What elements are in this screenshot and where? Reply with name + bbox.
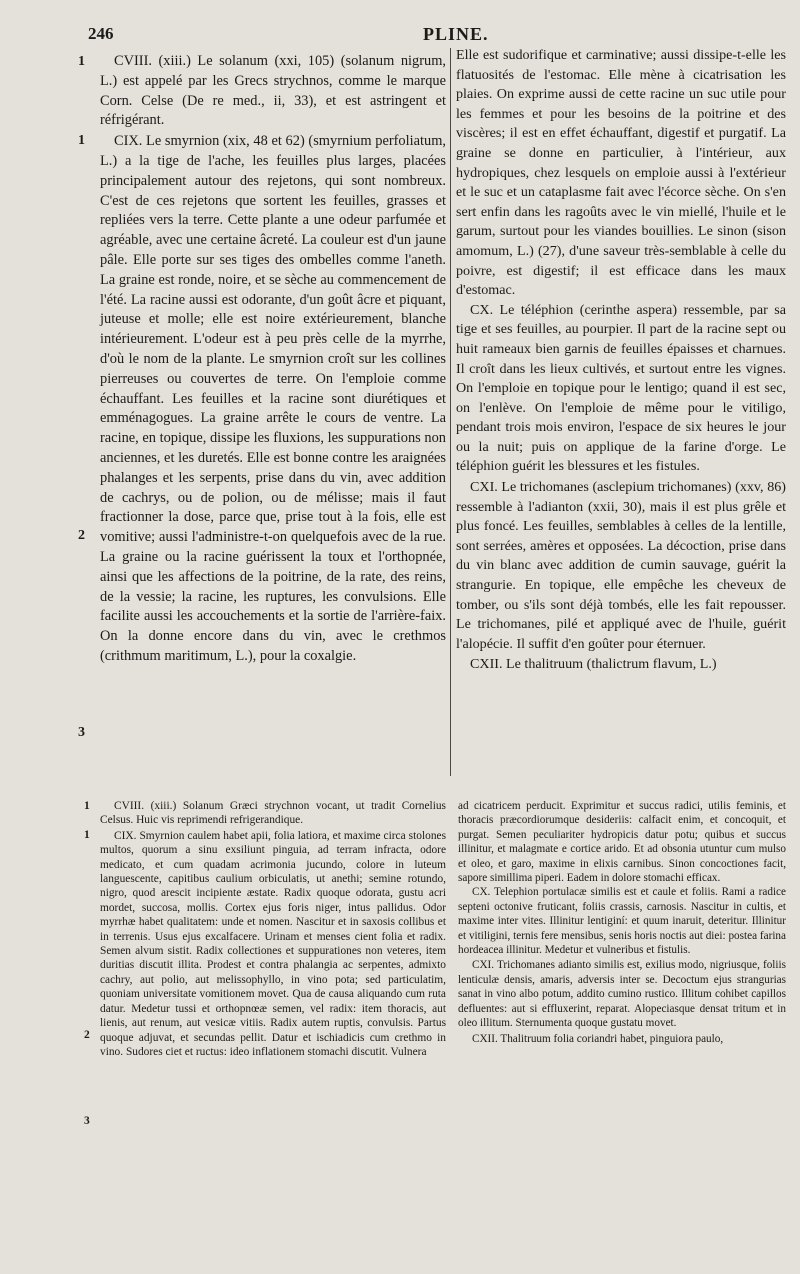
paragraph-cxi-fr: CXI. Le trichomanes (asclepium trichomanes) (xxv, 86) ressemble à l'adianton (xxii, 30), mais il est plus grêle et plus foncé. Les feuilles, semblables à celles de la lentille, sont serrées, amères et opposées. La décoction, prise dans du vin blanc avec addition de cumin sauvage, guérit la strangurie. En topique, elle empêche les cheveux de tomber, ou s'ils sont déjà tombés, elle les fait repousser. Le trichomanes, pilé et appliqué avec de l'huile, guérit l'alopécie. Il suffit d'en goûter pour éternuer. — [456, 479, 786, 652]
latin-left-column — [100, 799, 446, 1059]
margin-number: 1 — [78, 54, 85, 69]
french-left-column — [100, 52, 446, 667]
margin-number: 2 — [78, 528, 85, 543]
running-head — [0, 24, 800, 48]
margin-number: 1 — [78, 133, 85, 148]
paragraph-cx-lat: CX. Telephion portulacæ similis est et caule et foliis. Rami a radice septeni octonive fruticant, foliis crassis, carnosis. Nascitur in cultis, et maxime inter vites. Illinitur lentiginí: et quum inaruit, deteritur. Illinitur et vitiligini, ternis fere mensibus, senis horis noctis aut diei: postea farina hordeacea illinitur. Medetur et vulneribus et fistulis. — [458, 886, 786, 957]
paragraph-cix-lat: CIX. Smyrnion caulem habet apii, folia latiora, et maxime circa stolones multos, quorum a sinu exsiliunt pinguia, ad terram infracta, odore medicato, et cum quadam acrimonia jucundo, colore in luteum languescente, capitibus caulium orbiculatis, ut anethi; semine rotundo, nigro, quod arescit incipiente æstate. Radix quoque odorata, gustu acri mordet, succosa, mollis. Cortex ejus foris niger, intus pallidus. Odor myrrhæ habet qualitatem: unde et nomen. Nascitur et in saxosis collibus et in terrenis. Usus ejus excalfacere. Urinam et menses cient folia et radix. Semen alvum sistit. Radix collectiones et suppurationes non veteres, item duritias discutit illita. Prodest et contra phalangia ac serpentes, admixto cachry, aut polio, aut melissophyllo, in vino pota; sed particulatim, quoniam universitate vomitionem movet. Qua de causa aliquando cum ruta datur. Medetur tussi et orthopnœæ semen, vel radix: item thoracis, aut lienis, aut renum, aut vesicæ vitiis. Radix autem ruptis, convulsis. Partus quoque adjuvat, et secundas pellit. Datur et ischiadicis cum crethmo in vino. Sudores ciet et ructus: ideo inflationem stomachi discutit. Vulnera — [100, 829, 446, 1058]
paragraph-cxii-fr: CXII. Le thalitruum (thalictrum flavum, L.) — [470, 656, 717, 673]
latin-right-column — [458, 799, 786, 1046]
running-title: PLINE. — [423, 24, 489, 44]
paragraph-cxi-lat: CXI. Trichomanes adianto similis est, exilius modo, nigriusque, foliis lenticulæ densis, amaris, adversis inter se. Decoctum ejus strangurias sanat in vino albo potum, addito cumino rustico. Illitum cohibet capillos defluentes: aut si effluxerint, reparat. Alopeciasque densat tritum et in oleo illitum. Sternumenta quoque gustatu movet. — [458, 959, 786, 1030]
paragraph-cix-fr: CIX. Le smyrnion (xix, 48 et 62) (smyrnium perfoliatum, L.) a la tige de l'ache, les feuilles plus larges, placées principalement autour des rejetons, qui sont nombreux. C'est de ces rejetons que sortent les feuilles, grasses et repliées vers la terre. Cette plante a une odeur parfumée et agréable, avec une certaine âcreté. La couleur est d'un jaune pâle. Elle porte sur ses tiges des ombelles comme l'aneth. La graine est ronde, noire, et se sèche au commencement de l'été. La racine aussi est odorante, d'un goût âcre et piquant, juteuse et molle; elle est noire extérieurement, blanche intérieurement. L'odeur est à peu près celle de la myrrhe, d'où le nom de la plante. Le smyrnion croît sur les collines pierreuses ou couvertes de terre. On l'emploie comme échauffant. Les feuilles et la racine sont diurétiques et emménagogues. La graine arrête le cours de ventre. La racine, en topique, dissipe les fluxions, les suppurations non anciennes, et les duretés. Elle est bonne contre les araignées phalanges et les serpents, prise dans du vin, avec addition de cachrys, ou de polion, ou de mélisse; mais il faut fractionner la dose, parce que, prise tout à la fois, elle est vomitive; aussi l'administre-t-on quelquefois avec de la rue. La graine ou la racine guérissent la toux et l'orthopnée, ainsi que les affections de la poitrine, de la rate, des reins, de la vessie; la racine, les ruptures, les convulsions. Elle facilite aussi les accouchements et la sortie de l'arrière-faix. On la donne encore dans du vin, avec le crethmos (crithmum maritimum, L.), pour la coxalgie. — [100, 133, 446, 664]
margin-number: 2 — [84, 1029, 90, 1041]
paragraph-cviii-lat: CVIII. (xiii.) Solanum Græci strychnon vocant, ut tradit Cornelius Celsus. Huic vis reprimendi refrigerandique. — [100, 800, 446, 827]
paragraph-cix-fr-continued: Elle est sudorifique et carminative; aussi dissipe-t-elle les flatuosités de l'estomac. Elle mène à cicatrisation les plaies. On exprime aussi de cette racine un suc utile pour les femmes et pour les besoins de la poitrine et des viscères; il est en effet échauffant, digestif et purgatif. La graine se donne en particulier, à l'intérieur, aux hydropiques, chez lesquels on emploie aussi à l'extérieur et le suc et un cataplasme fait avec l'écorce sèche. On s'en sert enfin dans les ragoûts avec le vin miellé, l'huile et le garum, surtout pour les viandes bouillies. Le sinon (sison amomum, L.) (27), d'une saveur très-semblable à celle du poivre, est digestif; il est efficace dans les maux d'estomac. — [456, 47, 786, 299]
paragraph-cviii-fr: CVIII. (xiii.) Le solanum (xxi, 105) (solanum nigrum, L.) est appelé par les Grecs strychnos, comme le marque Corn. Celse (De re med., ii, 33), et est astringent et réfrigérant. — [100, 53, 446, 129]
paragraph-cx-fr: CX. Le téléphion (cerinthe aspera) ressemble, par sa tige et ses feuilles, au pourpier. Il part de la racine sept ou huit rameaux bien garnis de feuilles épaisses et charnues. Il croît dans les lieux cultivés, et surtout entre les vignes. On l'emploie en topique pour le lentigo; quand il est sec, on l'enlève. On l'emploie de même pour le vitiligo, pendant trois mois environ, l'espace de six heures le jour ou la nuit; puis on applique de la farine d'orge. Le téléphion guérit les blessures et les fistules. — [456, 301, 786, 475]
margin-number: 1 — [84, 800, 90, 812]
margin-number: 1 — [84, 829, 90, 841]
margin-number: 3 — [78, 725, 85, 740]
paragraph-cix-lat-continued: ad cicatricem perducit. Exprimitur et succus radici, utilis feminis, et thoracis præcordiorumque desideriis: calfacit enim, et concoquit, et purgat. Semen peculiariter hydropicis datur potu; quibus et succus illinitur, et malagmate e cortice arido. Et ad obsonia utuntur cum mulso et oleo, et garo, maxime in elixis carnibus. Sinon concoctiones facit, sapore simillima piperi. Eadem in dolore stomachi efficax. — [458, 800, 786, 885]
page-number: 246 — [88, 24, 114, 43]
paragraph-cxii-lat: CXII. Thalitruum folia coriandri habet, pinguiora paulo, — [472, 1032, 724, 1045]
french-right-column — [456, 46, 786, 675]
margin-number: 3 — [84, 1115, 90, 1127]
column-rule — [450, 48, 451, 776]
